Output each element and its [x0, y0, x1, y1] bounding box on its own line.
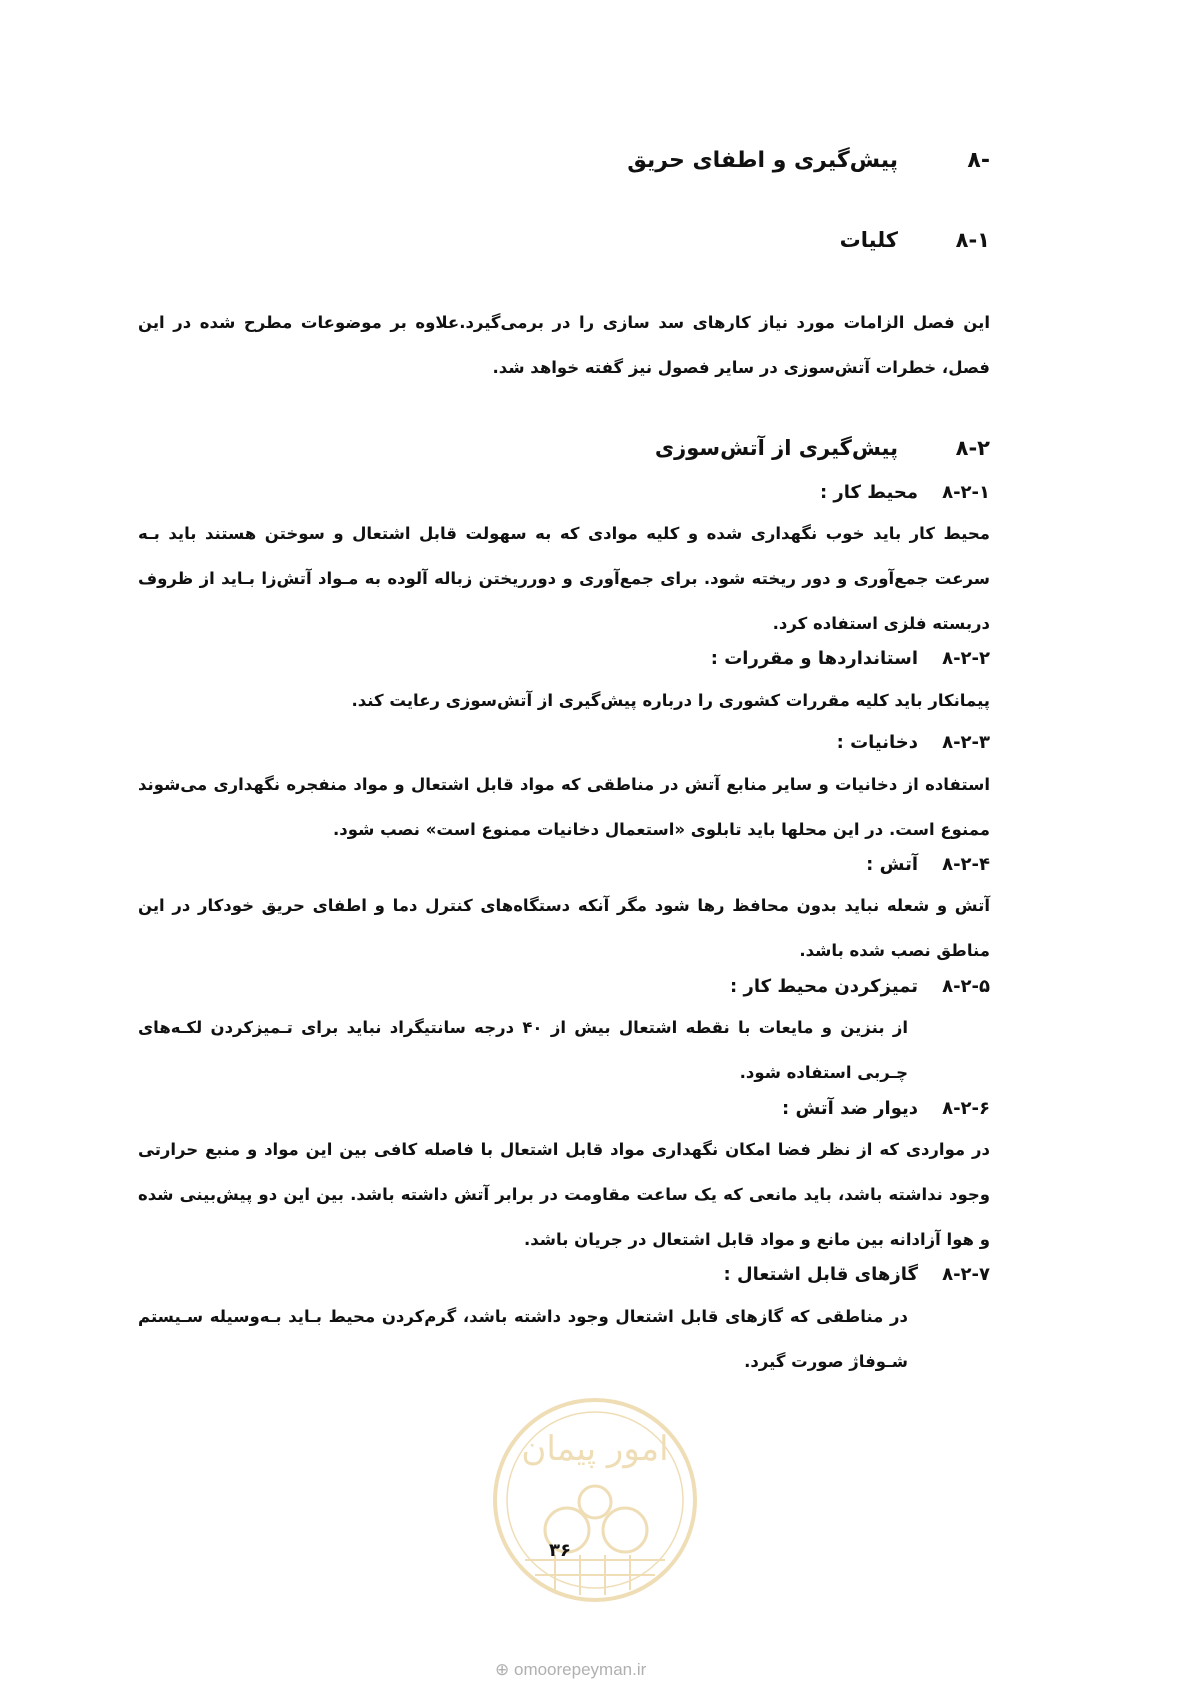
- item-heading: [730, 976, 990, 997]
- item-number: ۸-۲-۲: [942, 648, 990, 669]
- item-title: استانداردها و مقررات :: [710, 648, 918, 669]
- watermark-text: امور پیمان: [521, 1429, 669, 1469]
- item-body: در مواردی که از نظر فضا امکان نگهداری مواد قابل اشتعال با فاصله کافی بین این مواد و منبع حرارتی وجود نداشته باشد، باید مانعی که یک ساعت مقاومت در برابر آتش داشته باشد. بین این دو پیش‌بینی شده و هوا آزادانه بین مانع و مواد قابل اشتعال در جریان باشد.: [138, 1140, 990, 1249]
- item-number: ۸-۲-۳: [942, 732, 990, 753]
- item-title: آتش :: [866, 854, 918, 875]
- item-heading: [711, 648, 990, 669]
- item-title: دخانیات :: [836, 732, 918, 753]
- page-number: ۳۶: [549, 1540, 571, 1561]
- item-title: گازهای قابل اشتعال :: [723, 1264, 918, 1285]
- item-body: پیمانکار باید کلیه مقررات کشوری را درباره پیش‌گیری از آتش‌سوزی رعایت کند.: [351, 691, 990, 710]
- item-number: ۸-۲-۷: [942, 1264, 990, 1285]
- item-title: محیط کار :: [819, 482, 918, 503]
- footer-url-text: omoorepeyman.ir: [513, 1660, 647, 1679]
- item-number: ۸-۲-۵: [942, 976, 990, 997]
- item-heading: [866, 854, 990, 875]
- item-body: در مناطقی که گازهای قابل اشتعال وجود داشته باشد، گرم‌کردن محیط بـاید بـه‌وسیله سـیستم شـوفاژ صورت گیرد.: [138, 1307, 908, 1371]
- item-body: از بنزین و مایعات با نقطه اشتعال بیش از ۴۰ درجه سانتیگراد نباید برای تـمیزکردن لکـه‌های چـربی استفاده شود.: [138, 1018, 908, 1082]
- item-number: ۸-۲-۴: [942, 854, 990, 875]
- footer-url: [495, 1660, 646, 1680]
- item-title: دیوار ضد آتش :: [782, 1098, 918, 1119]
- omoore-peyman-seal-icon: [485, 1390, 705, 1610]
- globe-icon: ⊕: [495, 1660, 510, 1679]
- item-body: آتش و شعله نباید بدون محافظ رها شود مگر آنکه دستگاه‌های کنترل دما و اطفای حریق خودکار در این مناطق نصب شده باشد.: [138, 896, 990, 960]
- item-number: ۸-۲-۶: [942, 1098, 990, 1119]
- subsection-number: ۸-۲: [955, 436, 990, 460]
- section-heading: [627, 148, 990, 173]
- item-body: محیط کار باید خوب نگهداری شده و کلیه موادی که به سهولت قابل اشتعال و سوختن هستند باید بـه سرعت جمع‌آوری و دور ریخته شود. برای جمع‌آوری و دورریختن زباله آلوده به مـواد آتش‌زا بـاید از ظروف دربسته فلزی استفاده کرد.: [138, 524, 990, 633]
- section-number: -۸: [967, 148, 990, 173]
- item-number: ۸-۲-۱: [942, 482, 990, 503]
- item-body: استفاده از دخانیات و سایر منابع آتش در مناطقی که مواد قابل اشتعال و مواد منفجره نگهداری می‌شوند ممنوع است. در این محلها باید تابلوی «استعمال دخانیات ممنوع است» نصب شود.: [138, 775, 990, 839]
- subsection-number: ۸-۱: [955, 228, 990, 252]
- item-heading: [724, 1264, 990, 1285]
- subsection-heading-general: [840, 228, 990, 252]
- item-heading: [820, 482, 990, 503]
- subsection-title: پیش‌گیری از آتش‌سوزی: [654, 436, 898, 460]
- item-title: تمیزکردن محیط کار :: [730, 976, 918, 997]
- item-heading: [782, 1098, 990, 1119]
- section-title: پیش‌گیری و اطفای حریق: [627, 148, 898, 173]
- subsection-title: کلیات: [839, 228, 898, 252]
- intro-paragraph: این فصل الزامات مورد نیاز کارهای سد سازی را در برمی‌گیرد.علاوه بر موضوعات مطرح شده در این فصل، خطرات آتش‌سوزی در سایر فصول نیز گفته خواهد شد.: [138, 313, 990, 377]
- subsection-heading-prevention: [655, 436, 990, 460]
- item-heading: [837, 732, 990, 753]
